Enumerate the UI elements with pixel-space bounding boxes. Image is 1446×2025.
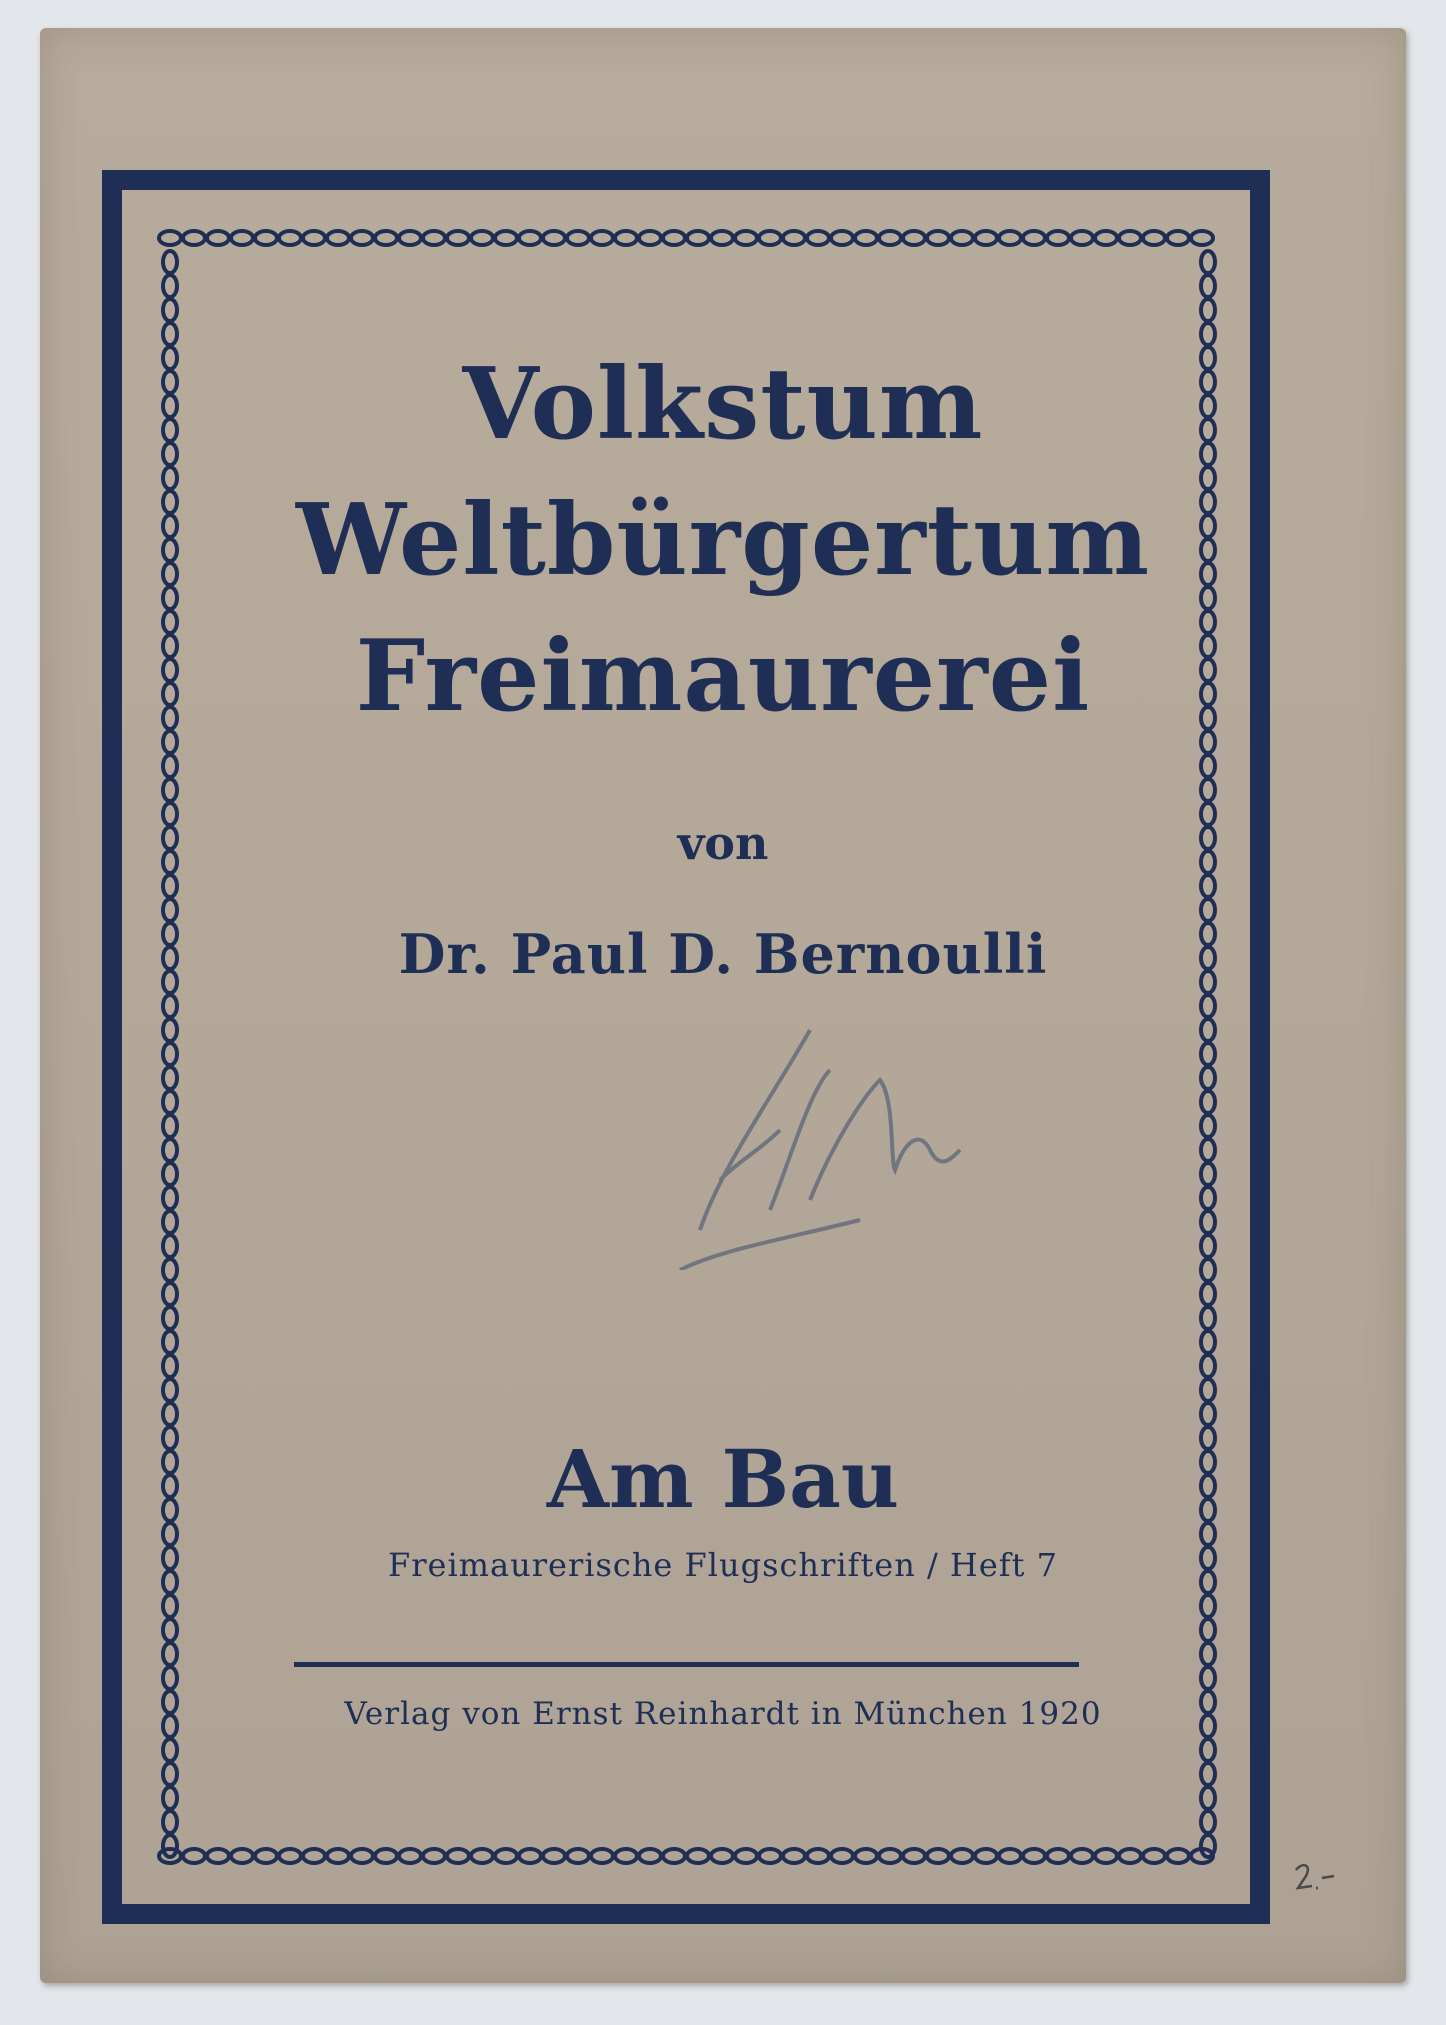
series-title: Am Bau <box>546 1432 900 1526</box>
series-subtitle: Freimaurerische Flugschriften / Heft 7 <box>388 1546 1058 1584</box>
pencil-signature <box>660 1010 1020 1270</box>
title-line-3: Freimaurerei <box>355 619 1091 734</box>
title-line-2: Weltbürgertum <box>295 483 1151 598</box>
author-name: Dr. Paul D. Bernoulli <box>398 922 1048 986</box>
pencil-price-mark <box>1288 1858 1338 1898</box>
by-label: von <box>677 816 769 870</box>
divider-rule <box>294 1662 1079 1667</box>
publisher-line: Verlag von Ernst Reinhardt in München 1920 <box>344 1696 1102 1732</box>
title-line-1: Volkstum <box>462 347 984 462</box>
